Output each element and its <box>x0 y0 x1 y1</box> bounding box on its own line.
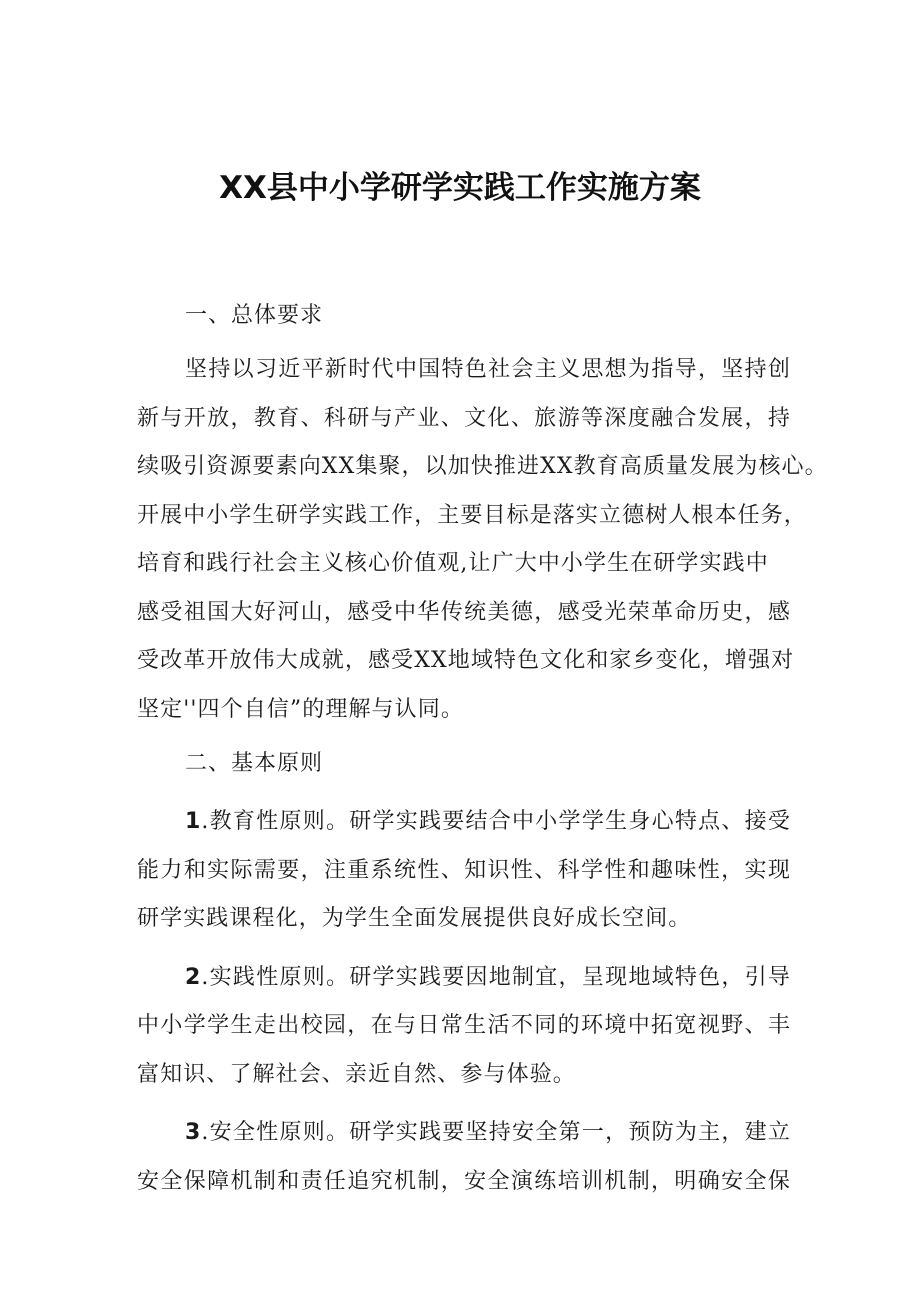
principle-text: .实践性原则。研学实践要因地制宜，呈现地域特色，引导 <box>201 964 791 990</box>
paragraph-line: 新与开放，教育、科研与产业、文化、旅游等深度融合发展，持 <box>137 405 791 431</box>
section-heading-general-requirements: 一、总体要求 <box>185 303 324 328</box>
paragraph-line: 续吸引资源要素向XX集聚，以加快推进XX教育高质量发展为核心。 <box>137 454 828 479</box>
paragraph-line: 培育和践行社会主义核心价值观,让广大中小学生在研学实践中 <box>137 551 769 576</box>
paragraph-line: 安全保障机制和责任追究机制，安全演练培训机制，明确安全保 <box>137 1168 791 1194</box>
principle-text: .教育性原则。研学实践要结合中小学学生身心特点、接受 <box>201 809 791 834</box>
paragraph-line: 中小学学生走出校园，在与日常生活不同的环境中拓宽视野、丰 <box>137 1013 791 1038</box>
principle-first-line <box>137 1109 791 1158</box>
principle-item-2 <box>137 954 791 1100</box>
section-heading-basic-principles: 二、基本原则 <box>185 751 324 776</box>
principle-number: 2 <box>185 964 202 990</box>
paragraph-line: 富知识、了解社会、亲近自然、参与体验。 <box>137 1061 576 1087</box>
principle-first-line <box>137 798 791 847</box>
document-body <box>137 292 828 1206</box>
principle-first-line <box>137 954 791 1003</box>
paragraph-line: 开展中小学生研学实践工作，主要目标是落实立德树人根本任务， <box>137 502 807 528</box>
paragraph-line: 坚定''四个自信”的理解与认同。 <box>137 696 464 722</box>
principle-item-1 <box>137 798 791 944</box>
paragraph-line: 受改革开放伟大成就，感受XX地域特色文化和家乡变化，增强对 <box>137 648 795 673</box>
paragraph-line: 能力和实际需要，注重系统性、知识性、科学性和趣味性，实现 <box>137 857 791 883</box>
paragraph-line: 坚持以习近平新时代中国特色社会主义思想为指导，坚持创 <box>185 357 791 382</box>
section-paragraph-general-requirements <box>137 346 828 734</box>
principle-item-3 <box>137 1109 791 1206</box>
principle-number: 3 <box>185 1120 202 1145</box>
document-title: XX县中小学研学实践工作实施方案 <box>219 170 701 206</box>
principle-text: .安全性原则。研学实践要坚持安全第一，预防为主，建立 <box>201 1120 791 1145</box>
paragraph-line: 研学实践课程化，为学生全面发展提供良好成长空间。 <box>137 906 692 931</box>
principle-number: 1 <box>185 809 202 834</box>
paragraph-line: 感受祖国大好河山，感受中华传统美德，感受光荣革命历史，感 <box>137 599 791 625</box>
